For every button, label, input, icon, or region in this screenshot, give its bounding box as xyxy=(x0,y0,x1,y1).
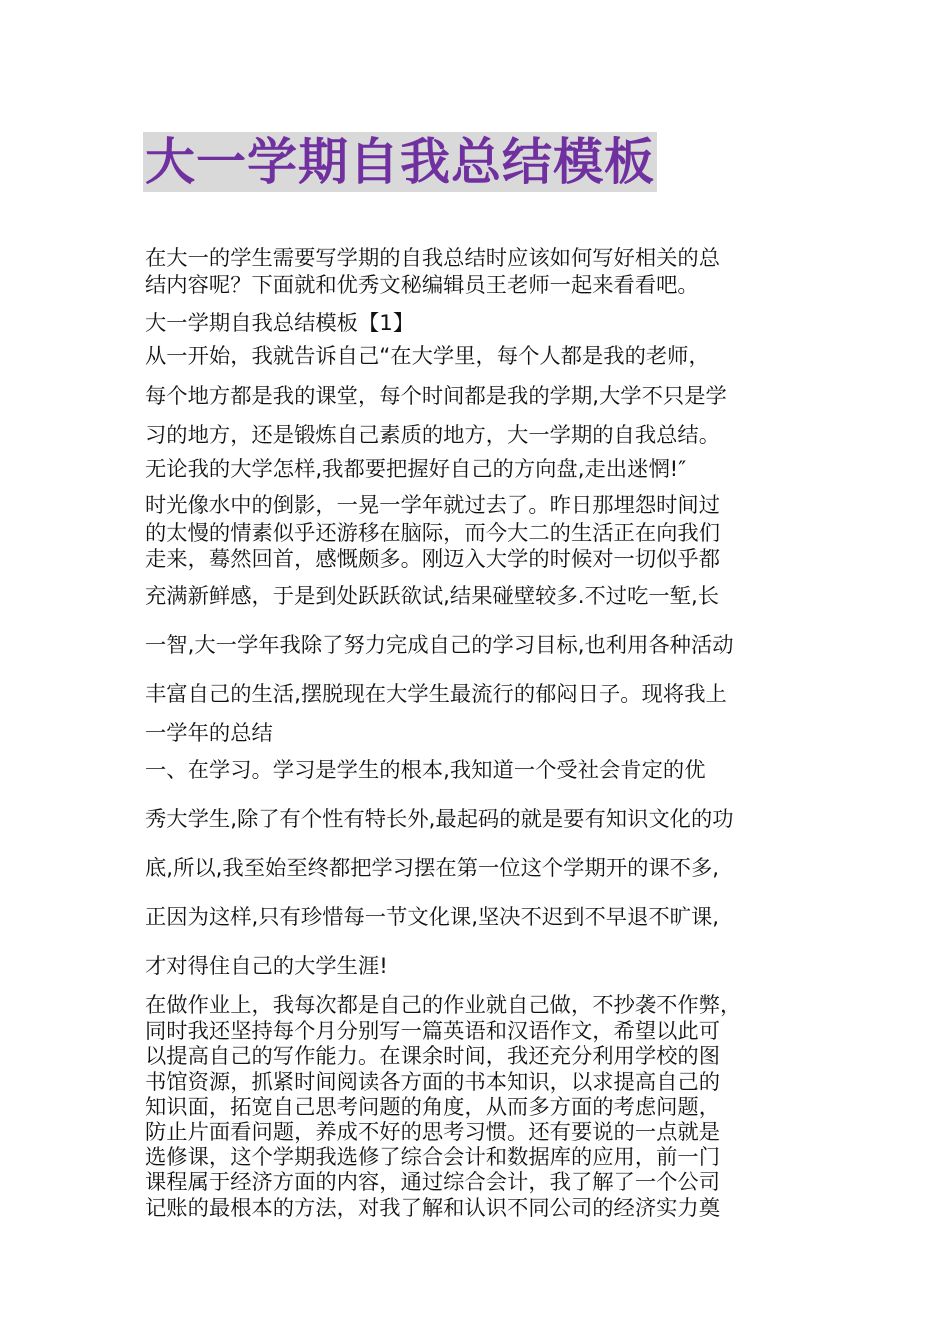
document-title: 大一学期自我总结模板 xyxy=(145,133,655,191)
body-line: 课程属于经济方面的内容，通过综合会计，我了解了一个公司 xyxy=(145,1170,721,1195)
body-line: 从一开始，我就告诉自己“在大学里，每个人都是我的老师， xyxy=(145,344,710,369)
body-line: 记账的最根本的方法，对我了解和认识不同公司的经济实力奠 xyxy=(145,1196,721,1221)
body-line: 时光像水中的倒影，一晃一学年就过去了。昨日那埋怨时间过 xyxy=(145,493,721,518)
body-line: 以提高自己的写作能力。在课余时间，我还充分利用学校的图 xyxy=(145,1044,721,1069)
body-line: 知识面，拓宽自己思考问题的角度，从而多方面的考虑问题， xyxy=(145,1095,721,1120)
body-line: 一学年的总结 xyxy=(145,721,273,746)
body-line: 每个地方都是我的课堂，每个时间都是我的学期,大学不只是学 xyxy=(145,384,727,409)
body-line: 在做作业上，我每次都是自己的作业就自己做，不抄袭不作弊， xyxy=(145,993,742,1018)
body-line: 走来，蓦然回首，感慨颇多。刚迈入大学的时候对一切似乎都 xyxy=(145,547,721,572)
body-line: 一智,大一学年我除了努力完成自己的学习目标,也利用各种活动 xyxy=(145,633,734,658)
body-line: 丰富自己的生活,摆脱现在大学生最流行的郁闷日子。现将我上 xyxy=(145,682,727,707)
body-line: 在大一的学生需要写学期的自我总结时应该如何写好相关的总 xyxy=(145,246,721,271)
body-line: 秀大学生,除了有个性有特长外,最起码的就是要有知识文化的功 xyxy=(145,807,734,832)
body-line: 才对得住自己的大学生涯! xyxy=(145,954,388,979)
body-line: 正因为这样,只有珍惜每一节文化课,坚决不迟到不早退不旷课, xyxy=(145,905,720,930)
body-line: 无论我的大学怎样,我都要把握好自己的方向盘,走出迷惘!″ xyxy=(145,457,687,482)
body-line: 同时我还坚持每个月分别写一篇英语和汉语作文，希望以此可 xyxy=(145,1019,721,1044)
body-line: 底,所以,我至始至终都把学习摆在第一位这个学期开的课不多, xyxy=(145,856,720,881)
body-line: 选修课，这个学期我选修了综合会计和数据库的应用，前一门 xyxy=(145,1145,721,1170)
section-heading: 大一学期自我总结模板【1】 xyxy=(145,311,415,336)
section-heading: 一、在学习。学习是学生的根本,我知道一个受社会肯定的优 xyxy=(145,758,706,783)
body-line: 结内容呢？下面就和优秀文秘编辑员王老师一起来看看吧。 xyxy=(145,273,699,298)
body-line: 习的地方，还是锻炼自己素质的地方，大一学期的自我总结。 xyxy=(145,423,721,448)
body-line: 充满新鲜感，于是到处跃跃欲试,结果碰壁较多.不过吃一堑,长 xyxy=(145,584,720,609)
body-line: 书馆资源，抓紧时间阅读各方面的书本知识，以求提高自己的 xyxy=(145,1070,721,1095)
body-line: 的太慢的情素似乎还游移在脑际，而今大二的生活正在向我们 xyxy=(145,521,721,546)
body-line: 防止片面看问题，养成不好的思考习惯。还有要说的一点就是 xyxy=(145,1120,721,1145)
